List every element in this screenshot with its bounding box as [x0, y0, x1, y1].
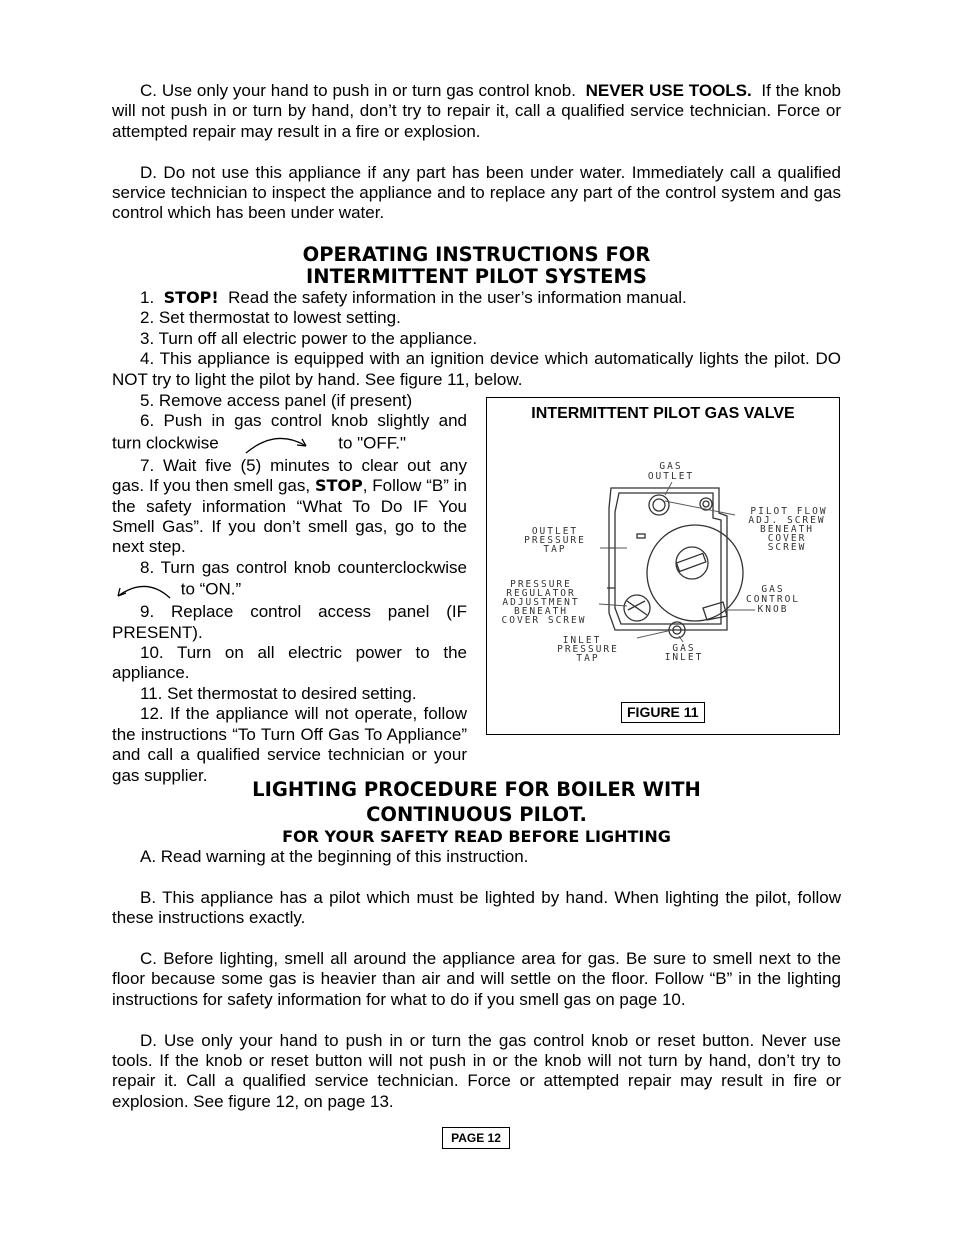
paragraph-d: D. Do not use this appliance if any part has been under water. Immediately call a qualified service technician to inspect the appliance and to replace any part of the control system and gas control which has been under water. [112, 162, 841, 223]
step-10: 10. Turn on all electric power to the appliance. [112, 643, 467, 683]
lighting-heading-1: LIGHTING PROCEDURE FOR BOILER WITH [252, 778, 701, 801]
label-pressure-regulator: PRESSURE REGULATOR ADJUSTMENT BENEATH COVER SCREW [501, 579, 587, 626]
operating-heading-1: OPERATING INSTRUCTIONS FOR [302, 243, 651, 266]
step-11: 11. Set thermostat to desired setting. [140, 683, 417, 703]
label-outlet-pressure-tap: OUTLET PRESSURE TAP [524, 526, 586, 555]
operating-heading-2: INTERMITTENT PILOT SYSTEMS [306, 265, 647, 288]
operating-section [112, 244, 841, 390]
lighting-section [112, 776, 841, 1112]
step-4: 4. This appliance is equipped with an ignition device which automatically lights the pilot. DO NOT try to light the pilot by hand. See figure 11, below. [112, 349, 841, 389]
figure-title: INTERMITTENT PILOT GAS VALVE [531, 405, 795, 422]
steps-column [112, 391, 467, 786]
figure-caption: FIGURE 11 [621, 702, 705, 723]
step-5: 5. Remove access panel (if present) [140, 391, 413, 410]
gas-valve-diagram [487, 398, 841, 736]
lighting-b: B. This appliance has a pilot which must be lighted by hand. When lighting the pilot, follow these instructions exactly. [112, 887, 841, 928]
lighting-subheading: FOR YOUR SAFETY READ BEFORE LIGHTING [282, 827, 671, 846]
step-1: 1. STOP! Read the safety information in the user’s information manual. [140, 288, 687, 307]
lighting-heading-2: CONTINUOUS PILOT. [366, 803, 587, 826]
step-7: 7. Wait five (5) minutes to clear out any gas. If you then smell gas, STOP, Follow “B” in the safety information “What To Do IF You Smell Gas”. If you don’t smell gas, go to the next step. [112, 455, 467, 557]
label-inlet-pressure-tap: INLET PRESSURE TAP [557, 635, 619, 664]
label-gas-outlet: GAS OUTLET [647, 461, 695, 482]
lighting-a: A. Read warning at the beginning of this instruction. [140, 847, 529, 866]
counterclockwise-arrow-icon [112, 578, 176, 602]
step-6: 6. Push in gas control knob slightly and turn clockwise to "OFF." [112, 411, 467, 455]
label-gas-control-knob: GAS CONTROL KNOB [745, 584, 801, 615]
step-2: 2. Set thermostat to lowest setting. [140, 308, 401, 328]
figure-11-box [486, 397, 840, 735]
lighting-c: C. Before lighting, smell all around the appliance area for gas. Be sure to smell next to the floor because some gas is heavier than air and will settle on the floor. Follow “B” in the lighting instructions for safety information for what to do if you smell gas on page 10. [112, 949, 841, 1009]
label-gas-inlet: GAS INLET [664, 643, 704, 663]
intro-section [112, 81, 841, 224]
lighting-d: D. Use only your hand to push in or turn the gas control knob or reset button. Never use tools. If the knob or reset button will not push in or the knob will not turn by hand, don’t try to repair it. Call a qualified service technician. Force or attempted repair may result in fire or explosion. See figure 12, on page 13. [112, 1030, 841, 1111]
clockwise-arrow-icon [224, 432, 334, 456]
step-12: 12. If the appliance will not operate, follow the instructions “To Turn Off Gas To Appliance” and call a qualified service technician or your gas supplier. [112, 704, 467, 785]
step-3: 3. Turn off all electric power to the appliance. [140, 328, 478, 348]
paragraph-c: C. Use only your hand to push in or turn gas control knob. NEVER USE TOOLS. If the knob will not push in or turn by hand, don’t try to repair it, call a qualified service technician. Force or attempted repair may result in a fire or explosion. [112, 81, 842, 141]
step-9: 9. Replace control access panel (IF PRESENT). [112, 602, 467, 642]
page-number: PAGE 12 [442, 1127, 510, 1149]
step-8: 8. Turn gas control knob counterclockwise to “ON.” [112, 558, 467, 602]
label-pilot-flow: PILOT FLOW ADJ. SCREW BENEATH COVER SCREW [748, 506, 828, 553]
